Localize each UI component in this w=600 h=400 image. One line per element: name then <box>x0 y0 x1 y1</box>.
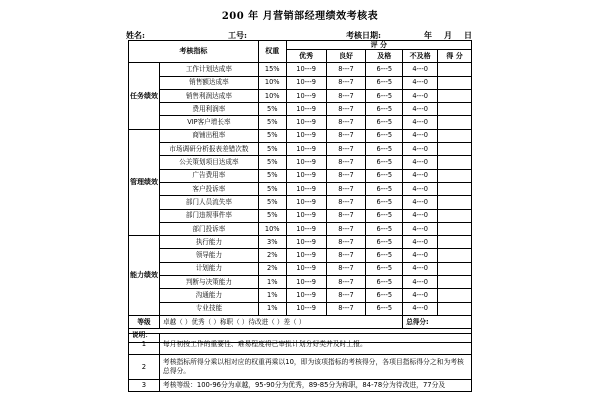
indicator-weight: 1% <box>258 276 286 289</box>
fail-range: 4---0 <box>403 103 438 116</box>
table-row <box>129 129 472 142</box>
fail-range: 4---0 <box>403 249 438 262</box>
indicator-name: 销售利润达成率 <box>159 89 258 102</box>
indicator-weight: 5% <box>258 209 286 222</box>
fail-range: 4---0 <box>403 276 438 289</box>
indicator-name: VIP客户增长率 <box>159 116 258 129</box>
indicator-name: 广告费用率 <box>159 169 258 182</box>
table-row <box>129 289 472 302</box>
table-row <box>129 196 472 209</box>
fail-range: 4---0 <box>403 289 438 302</box>
fail-range: 4---0 <box>403 222 438 235</box>
indicator-weight: 5% <box>258 129 286 142</box>
score-cell[interactable] <box>438 209 472 222</box>
pass-range: 6---5 <box>366 103 403 116</box>
score-cell[interactable] <box>438 169 472 182</box>
excellent-range: 10---9 <box>286 89 326 102</box>
score-cell[interactable] <box>438 143 472 156</box>
points-header: 得 分 <box>438 50 472 63</box>
pass-range: 6---5 <box>366 63 403 76</box>
pass-range: 6---5 <box>366 276 403 289</box>
score-cell[interactable] <box>438 222 472 235</box>
fail-header: 不及格 <box>403 50 438 63</box>
note-row <box>129 380 472 392</box>
fail-range: 4---0 <box>403 302 438 315</box>
indicator-weight: 5% <box>258 143 286 156</box>
month-label: 月 <box>444 30 452 40</box>
indicator-weight: 5% <box>258 196 286 209</box>
note-text: 考核等级：100-96分为卓越，95-90分为优秀，89-85分为称职，84-78分为待改进，77分及 <box>159 380 471 392</box>
indicator-weight: 1% <box>258 289 286 302</box>
note-row <box>129 334 472 355</box>
fail-range: 4---0 <box>403 169 438 182</box>
excellent-header: 优秀 <box>286 50 326 63</box>
excellent-range: 10---9 <box>286 236 326 249</box>
note-number: 2 <box>129 355 160 380</box>
excellent-range: 10---9 <box>286 169 326 182</box>
good-range: 8---7 <box>326 103 366 116</box>
fail-range: 4---0 <box>403 116 438 129</box>
table-row <box>129 156 472 169</box>
good-range: 8---7 <box>326 63 366 76</box>
table-row <box>129 236 472 249</box>
meta-row <box>128 30 472 40</box>
indicator-weight: 5% <box>258 182 286 195</box>
note-number: 1 <box>129 334 160 355</box>
note-text: 每月初按工作的重要性、难易程度将已审批计划分好类并及时上报。 <box>159 334 471 355</box>
excellent-range: 10---9 <box>286 222 326 235</box>
score-cell[interactable] <box>438 262 472 275</box>
indicator-weight: 5% <box>258 169 286 182</box>
good-header: 良好 <box>326 50 366 63</box>
score-cell[interactable] <box>438 196 472 209</box>
indicator-rows <box>129 63 472 316</box>
page-title: 200 年 月营销部经理绩效考核表 <box>221 11 379 22</box>
good-range: 8---7 <box>326 209 366 222</box>
pass-range: 6---5 <box>366 129 403 142</box>
fail-range: 4---0 <box>403 209 438 222</box>
good-range: 8---7 <box>326 89 366 102</box>
excellent-range: 10---9 <box>286 129 326 142</box>
pass-range: 6---5 <box>366 262 403 275</box>
indicator-name: 公关策划项目达成率 <box>159 156 258 169</box>
excellent-range: 10---9 <box>286 262 326 275</box>
indicator-name: 商铺出租率 <box>159 129 258 142</box>
table-row <box>129 116 472 129</box>
fail-range: 4---0 <box>403 262 438 275</box>
score-cell[interactable] <box>438 156 472 169</box>
good-range: 8---7 <box>326 276 366 289</box>
table-row <box>129 222 472 235</box>
indicator-name: 专业技能 <box>159 302 258 315</box>
good-range: 8---7 <box>326 196 366 209</box>
category-label: 能力绩效 <box>129 236 160 316</box>
good-range: 8---7 <box>326 143 366 156</box>
indicator-weight: 5% <box>258 116 286 129</box>
pass-range: 6---5 <box>366 89 403 102</box>
table-row <box>129 169 472 182</box>
table-row <box>129 103 472 116</box>
excellent-range: 10---9 <box>286 63 326 76</box>
indicator-name: 工作计划达成率 <box>159 63 258 76</box>
pass-range: 6---5 <box>366 143 403 156</box>
pass-range: 6---5 <box>366 116 403 129</box>
indicator-weight: 5% <box>258 156 286 169</box>
weight-header: 权重 <box>258 41 286 63</box>
table-row <box>129 209 472 222</box>
good-range: 8---7 <box>326 156 366 169</box>
table-row <box>129 302 472 315</box>
notes-label: 说明： <box>129 329 472 342</box>
excellent-range: 10---9 <box>286 103 326 116</box>
excellent-range: 10---9 <box>286 302 326 315</box>
fail-range: 4---0 <box>403 182 438 195</box>
score-cell[interactable] <box>438 249 472 262</box>
indicator-weight: 1% <box>258 302 286 315</box>
good-range: 8---7 <box>326 129 366 142</box>
score-cell[interactable] <box>438 89 472 102</box>
score-cell[interactable] <box>438 302 472 315</box>
fail-range: 4---0 <box>403 236 438 249</box>
indicator-weight: 2% <box>258 249 286 262</box>
good-range: 8---7 <box>326 262 366 275</box>
fail-range: 4---0 <box>403 156 438 169</box>
good-range: 8---7 <box>326 182 366 195</box>
table-row <box>129 276 472 289</box>
pass-range: 6---5 <box>366 289 403 302</box>
indicator-weight: 10% <box>258 222 286 235</box>
good-range: 8---7 <box>326 236 366 249</box>
score-header: 评 分 <box>286 41 471 50</box>
indicator-name: 执行能力 <box>159 236 258 249</box>
fail-range: 4---0 <box>403 89 438 102</box>
excellent-range: 10---9 <box>286 276 326 289</box>
indicator-name: 客户投诉率 <box>159 182 258 195</box>
table-row <box>129 143 472 156</box>
category-label: 管理绩效 <box>129 129 160 235</box>
grade-label: 等级 <box>129 315 160 328</box>
pass-range: 6---5 <box>366 222 403 235</box>
good-range: 8---7 <box>326 169 366 182</box>
category-label: 任务绩效 <box>129 63 160 129</box>
score-cell[interactable] <box>438 76 472 89</box>
name-label: 姓名: <box>126 30 145 40</box>
fail-range: 4---0 <box>403 76 438 89</box>
notes-table <box>128 333 472 392</box>
indicator-weight: 15% <box>258 63 286 76</box>
indicator-name: 市场调研分析报表差错次数 <box>159 143 258 156</box>
indicator-name: 领导能力 <box>159 249 258 262</box>
note-text: 考核指标所得分乘以相对应的权重再乘以10，即为该项指标的考核得分，各项目指标得分之和为考核总得分。 <box>159 355 471 380</box>
excellent-range: 10---9 <box>286 116 326 129</box>
excellent-range: 10---9 <box>286 196 326 209</box>
indicator-name: 部门违规事件率 <box>159 209 258 222</box>
indicator-name: 部门投诉率 <box>159 222 258 235</box>
appraisal-table <box>128 40 472 343</box>
indicator-weight: 10% <box>258 76 286 89</box>
grade-options[interactable]: 卓越（ ）优秀（ ）称职（ ）待改进（ ）差（ ） <box>159 315 402 328</box>
score-cell[interactable] <box>438 289 472 302</box>
table-row <box>129 63 472 76</box>
table-row <box>129 249 472 262</box>
excellent-range: 10---9 <box>286 249 326 262</box>
indicator-name: 费用利润率 <box>159 103 258 116</box>
score-cell[interactable] <box>438 63 472 76</box>
score-cell[interactable] <box>438 276 472 289</box>
fail-range: 4---0 <box>403 196 438 209</box>
pass-range: 6---5 <box>366 76 403 89</box>
good-range: 8---7 <box>326 116 366 129</box>
total-score-label: 总得分: <box>403 315 472 328</box>
indicator-weight: 2% <box>258 262 286 275</box>
fail-range: 4---0 <box>403 129 438 142</box>
year-label: 年 <box>424 30 432 40</box>
table-row <box>129 182 472 195</box>
indicator-header: 考核指标 <box>129 41 259 63</box>
excellent-range: 10---9 <box>286 182 326 195</box>
pass-range: 6---5 <box>366 249 403 262</box>
notes-list <box>129 334 472 392</box>
score-cell[interactable] <box>438 116 472 129</box>
indicator-weight: 5% <box>258 103 286 116</box>
indicator-name: 部门人员流失率 <box>159 196 258 209</box>
note-row <box>129 355 472 380</box>
indicator-name: 销售额达成率 <box>159 76 258 89</box>
fail-range: 4---0 <box>403 143 438 156</box>
excellent-range: 10---9 <box>286 209 326 222</box>
pass-range: 6---5 <box>366 156 403 169</box>
table-row <box>129 76 472 89</box>
score-cell[interactable] <box>438 129 472 142</box>
day-label: 日 <box>464 30 472 40</box>
indicator-name: 判断与决策能力 <box>159 276 258 289</box>
indicator-weight: 3% <box>258 236 286 249</box>
indicator-name: 沟通能力 <box>159 289 258 302</box>
appraisal-sheet <box>128 0 472 400</box>
date-label: 考核日期: <box>346 30 381 40</box>
good-range: 8---7 <box>326 302 366 315</box>
pass-range: 6---5 <box>366 302 403 315</box>
excellent-range: 10---9 <box>286 143 326 156</box>
indicator-name: 计划能力 <box>159 262 258 275</box>
good-range: 8---7 <box>326 249 366 262</box>
indicator-weight: 10% <box>258 89 286 102</box>
score-cell[interactable] <box>438 182 472 195</box>
pass-header: 及格 <box>366 50 403 63</box>
good-range: 8---7 <box>326 222 366 235</box>
excellent-range: 10---9 <box>286 76 326 89</box>
fail-range: 4---0 <box>403 63 438 76</box>
pass-range: 6---5 <box>366 196 403 209</box>
pass-range: 6---5 <box>366 182 403 195</box>
id-label: 工号: <box>228 30 247 40</box>
score-cell[interactable] <box>438 236 472 249</box>
excellent-range: 10---9 <box>286 156 326 169</box>
pass-range: 6---5 <box>366 169 403 182</box>
pass-range: 6---5 <box>366 236 403 249</box>
pass-range: 6---5 <box>366 209 403 222</box>
good-range: 8---7 <box>326 289 366 302</box>
score-cell[interactable] <box>438 103 472 116</box>
excellent-range: 10---9 <box>286 289 326 302</box>
good-range: 8---7 <box>326 76 366 89</box>
note-number: 3 <box>129 380 160 392</box>
table-row <box>129 89 472 102</box>
table-row <box>129 262 472 275</box>
